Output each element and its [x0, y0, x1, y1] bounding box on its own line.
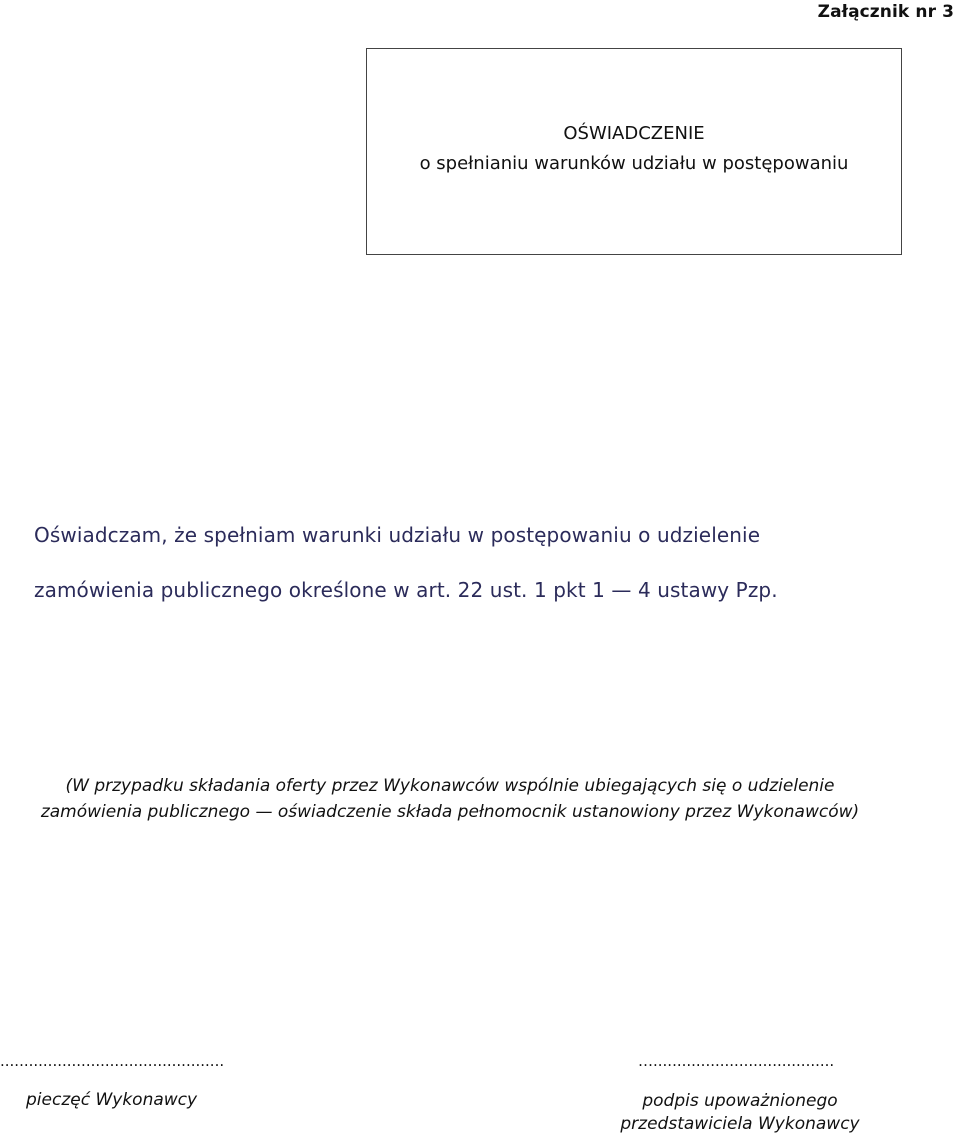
title-box [366, 48, 902, 255]
declaration-line-1: Oświadczam, że spełniam warunki udziału w postępowaniu o udzielenie [34, 523, 761, 547]
document-title: OŚWIADCZENIE [563, 123, 705, 144]
stamp-dotted-line: ............................................... [0, 1052, 225, 1070]
document-subtitle: o spełnianiu warunków udziału w postępowaniu [419, 153, 849, 174]
note-line-2: zamówienia publicznego — oświadczenie składa pełnomocnik ustanowiony przez Wykonawców) [40, 802, 860, 822]
signature-label-line-1: podpis upoważnionego [642, 1091, 838, 1111]
signature-label [620, 1090, 860, 1136]
note-line-1: (W przypadku składania oferty przez Wykonawców wspólnie ubiegających się o udzielenie [65, 776, 835, 796]
signature-dotted-line: …...................................... [638, 1052, 835, 1070]
annex-label: Załącznik nr 3 [817, 2, 954, 22]
declaration-line-2: zamówienia publicznego określone w art. 22 ust. 1 pkt 1 — 4 ustawy Pzp. [34, 578, 778, 602]
stamp-label: pieczęć Wykonawcy [26, 1090, 198, 1110]
consortium-note [0, 773, 900, 825]
declaration-text [34, 508, 934, 618]
signature-label-line-2: przedstawiciela Wykonawcy [620, 1114, 860, 1134]
